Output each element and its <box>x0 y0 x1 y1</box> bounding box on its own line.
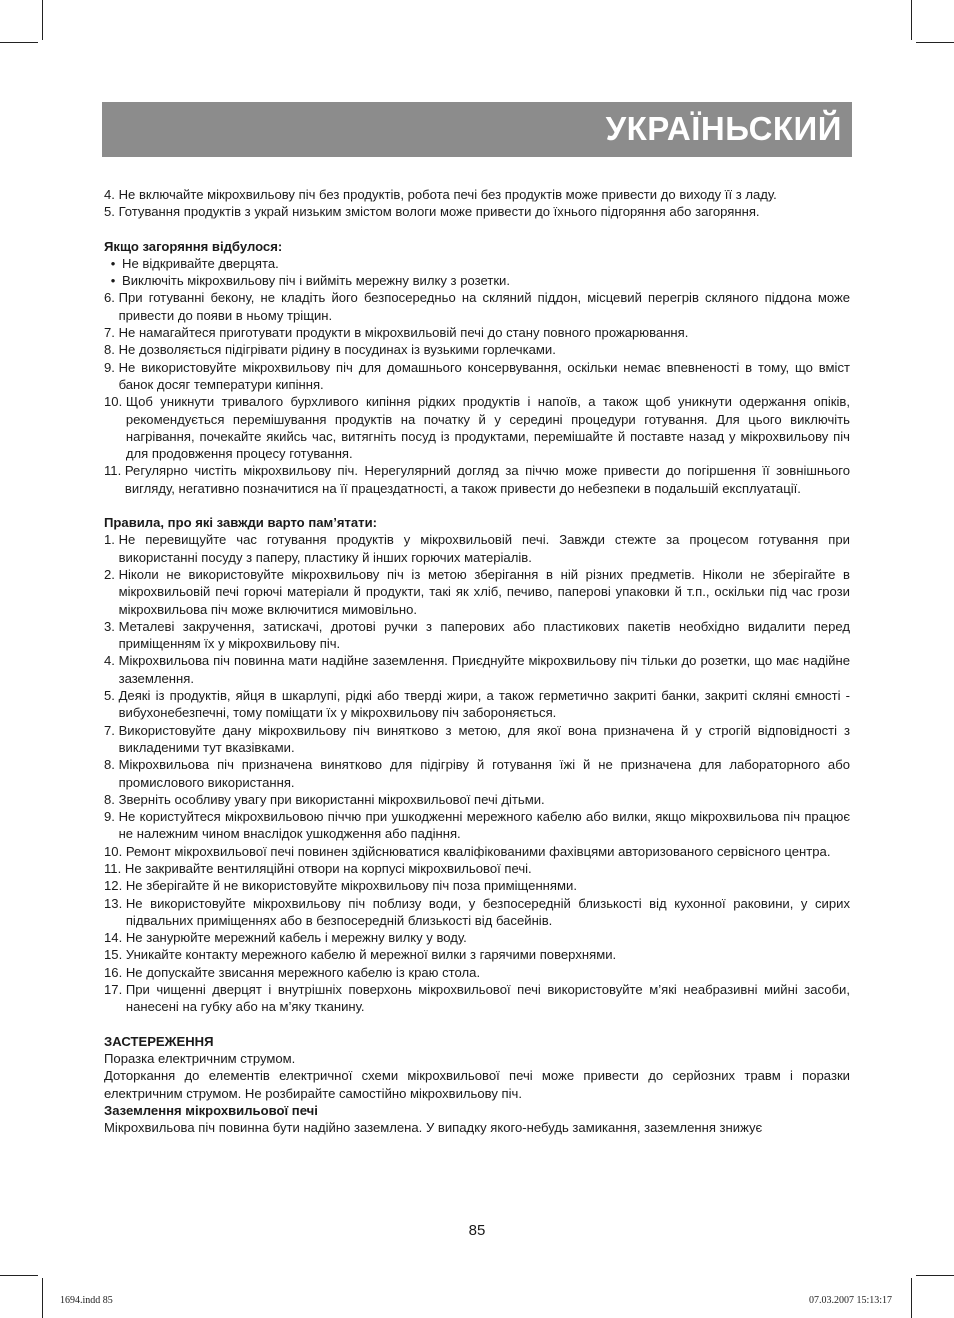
list-item <box>104 324 850 341</box>
list-item <box>104 359 850 394</box>
list-item-text: Деякі із продуктів, яйця в шкарлупі, рідкі або тверді жири, а також герметично закриті банки, закриті скляні ємності - вибухонебезпечні, тому поміщати їх у мікрохвильову піч забороняється. <box>118 688 850 721</box>
rules-list <box>104 531 850 1015</box>
list-item-text: Ремонт мікрохвильової печі повинен здійснюватися кваліфікованими фахівцями авторизованого сервісного центра. <box>125 843 831 859</box>
list-item-text: Ніколи не використовуйте мікрохвильову піч із метою зберігання в ній різних предметів. Ніколи не зберігайте в мікрохвильовій печі горючі матеріали й продукти, такі як хліб, печиво, паперові упаковки й т.п., оскільки під час грози мікрохвильова піч може включитися мимовільно. <box>118 566 850 617</box>
crop-mark <box>916 42 954 43</box>
list-item-text: Не допускайте звисання мережного кабелю із краю стола. <box>125 964 481 980</box>
list-item-text: Не використовуйте мікрохвильову піч для домашнього консервування, оскільки немає впевненості в тому, що вміст банок досяг температури кипіння. <box>118 359 850 392</box>
list-item-number: 15. <box>104 947 126 963</box>
list-item-text: Зверніть особливу увагу при використанні мікрохвильової печі дітьми. <box>118 791 545 807</box>
footer-timestamp: 07.03.2007 15:13:17 <box>808 1295 892 1306</box>
rule-item <box>104 860 850 877</box>
list-item-text: Мікрохвильова піч призначена винятково для підігріву й готування їжі й не призначена для лабораторного або промислового використання. <box>118 757 850 790</box>
list-item-text: Не занурюйте мережний кабель і мережну вилку у воду. <box>125 930 467 946</box>
list-item-number: 9. <box>104 809 119 825</box>
rule-item <box>104 531 850 566</box>
rule-item <box>104 756 850 791</box>
intro-list <box>104 186 850 221</box>
list-item <box>104 186 850 203</box>
bullet-item <box>104 272 850 289</box>
list-item-number: 13. <box>104 895 126 911</box>
list-item-text: Не закривайте вентиляційні отвори на корпусі мікрохвильової печі. <box>124 860 532 876</box>
language-header-bar <box>102 102 852 157</box>
safety-list <box>104 289 850 497</box>
list-item-number: 7. <box>104 325 119 341</box>
footer-file: 1694.indd 85 <box>60 1295 113 1306</box>
list-item-number: 9. <box>104 359 119 375</box>
warning-line: Поразка електричним струмом. <box>104 1050 296 1066</box>
list-item-number: 6. <box>104 290 119 306</box>
list-item-text: Не перевищуйте час готування продуктів у мікрохвильовій печі. Завжди стежте за процесом готування при використанні посуду з паперу, пластику й інших горючих матеріалів. <box>118 532 850 565</box>
list-item-text: Не користуйтеся мікрохвильовою піччю при ушкодженні мережного кабелю або вилки, якщо мікрохвильова піч працює не належним чином внаслідок ушкодження або падіння. <box>118 809 850 842</box>
list-item-number: 3. <box>104 618 119 634</box>
list-item-text: Регулярно чистіть мікрохвильову піч. Нерегулярний догляд за піччю може привести до погіршення її зовнішнього вигляду, негативно позначитися на її працездатності, а також привести до небезпеки в подальшій експлуатації. <box>124 463 850 496</box>
warning-text: Доторкання до елементів електричної схеми мікрохвильової печі може привести до серйозних травм і поразки електричним струмом. Не розбирайте самостійно мікрохвильову піч. <box>104 1068 850 1101</box>
list-item-number: 4. <box>104 187 119 202</box>
fire-heading: Якщо загоряння відбулося: <box>104 238 283 254</box>
list-item <box>104 203 850 220</box>
crop-mark <box>0 42 38 43</box>
bullet-item <box>104 255 850 272</box>
rule-item <box>104 808 850 843</box>
grounding-text: Мікрохвильова піч повинна бути надійно заземлена. У випадку якого-небудь замикання, заземлення знижує <box>104 1120 763 1136</box>
crop-mark <box>916 1275 954 1276</box>
list-item-text: Використовуйте дану мікрохвильову піч винятково з метою, для якої вона призначена й у строгій відповідності з викладеними тут вказівками. <box>118 722 850 755</box>
list-item-text: При чищенні дверцят і внутрішніх поверхонь мікрохвильової печі використовуйте м’які неабразивні мийні засоби, нанесені на губку або на м’яку тканину. <box>125 982 850 1015</box>
crop-mark <box>911 0 912 40</box>
rule-item <box>104 566 850 618</box>
grounding-heading: Заземлення мікрохвильової печі <box>104 1102 318 1118</box>
list-item-number: 10. <box>104 394 126 410</box>
rule-item <box>104 929 850 946</box>
rule-item <box>104 895 850 930</box>
rule-item <box>104 687 850 722</box>
bullet-text: Не відкривайте дверцята. <box>122 255 279 271</box>
list-item-text: Не використовуйте мікрохвильову піч поблизу води, у безпосередній близькості від кухонної раковини, у сирих підвальних приміщеннях або в безпосередній близькості від басейнів. <box>125 895 850 928</box>
list-item-number: 8. <box>104 342 119 358</box>
page-title: УКРАЇНЬСКИЙ <box>605 110 842 147</box>
rule-item <box>104 877 850 894</box>
list-item-number: 4. <box>104 653 119 669</box>
crop-mark <box>911 1278 912 1318</box>
list-item-text: Не включайте мікрохвильову піч без продуктів, робота печі без продуктів може привести до виходу її з ладу. <box>118 187 777 202</box>
bullet-icon: • <box>110 273 116 289</box>
rule-item <box>104 791 850 808</box>
list-item-number: 2. <box>104 566 119 582</box>
list-item-text: Не намагайтеся приготувати продукти в мікрохвильовій печі до стану повного прожарювання. <box>118 325 689 341</box>
list-item <box>104 462 850 497</box>
list-item-number: 10. <box>104 843 126 859</box>
list-item-number: 8. <box>104 757 119 773</box>
list-item-number: 8. <box>104 791 119 807</box>
list-item <box>104 289 850 324</box>
list-item-number: 5. <box>104 688 119 704</box>
page-number: 85 <box>468 1222 486 1239</box>
list-item-text: Не зберігайте й не використовуйте мікрохвильову піч поза приміщеннями. <box>125 878 577 894</box>
list-item-number: 11. <box>104 860 125 876</box>
fire-bullets <box>104 255 850 290</box>
document-body <box>104 186 850 1136</box>
rule-item <box>104 843 850 860</box>
list-item-text: Не дозволяється підігрівати рідину в посудинах із вузькими горлечками. <box>118 342 556 358</box>
list-item-text: Готування продуктів з украй низьким змістом вологи може привести до їхнього підгоряння або загоряння. <box>118 204 760 220</box>
bullet-icon: • <box>110 255 116 271</box>
crop-mark <box>42 1278 43 1318</box>
list-item-text: Щоб уникнути тривалого бурхливого кипіння рідких продуктів і напоїв, а також щоб уникнути одержання опіків, рекомендується перемішування продуктів на початку й у середині процедури готування. Для цього виключіть нагрівання, почекайте якийсь час, витягніть посуд із продуктами, перемішайте й поставте назад у мікрохвильову піч для продовження процесу готування. <box>125 394 850 462</box>
crop-mark <box>42 0 43 40</box>
list-item-number: 12. <box>104 878 126 894</box>
list-item-number: 14. <box>104 930 126 946</box>
list-item-text: Мікрохвильова піч повинна мати надійне заземлення. Приєднуйте мікрохвильову піч тільки до розетки, що має надійне заземлення. <box>118 653 850 686</box>
bullet-text: Виключіть мікрохвильову піч і вийміть мережну вилку з розетки. <box>122 273 510 289</box>
list-item-text: При готуванні бекону, не кладіть його безпосередньо на скляний піддон, місцевий перегрів скляного піддона може привести до появи в ньому тріщин. <box>118 290 850 323</box>
list-item-number: 7. <box>104 722 119 738</box>
list-item <box>104 341 850 358</box>
rule-item <box>104 981 850 1016</box>
list-item-text: Металеві закручення, затискачі, дротові ручки з паперових або пластикових пакетів необхідно видалити перед приміщенням їх у мікрохвильову піч. <box>118 618 850 652</box>
list-item-number: 17. <box>104 982 126 998</box>
warning-heading: ЗАСТЕРЕЖЕННЯ <box>104 1033 214 1049</box>
crop-mark <box>0 1275 38 1276</box>
rule-item <box>104 652 850 687</box>
rule-item <box>104 618 850 653</box>
list-item-text: Уникайте контакту мережного кабелю й мережної вилки з гарячими поверхнями. <box>125 947 617 963</box>
list-item-number: 1. <box>104 532 119 548</box>
rule-item <box>104 946 850 963</box>
list-item-number: 5. <box>104 204 119 220</box>
list-item-number: 16. <box>104 964 126 980</box>
rule-item <box>104 722 850 757</box>
rules-heading: Правила, про які завжди варто пам’ятати: <box>104 515 377 531</box>
list-item-number: 11. <box>104 463 125 479</box>
list-item <box>104 393 850 462</box>
rule-item <box>104 964 850 981</box>
